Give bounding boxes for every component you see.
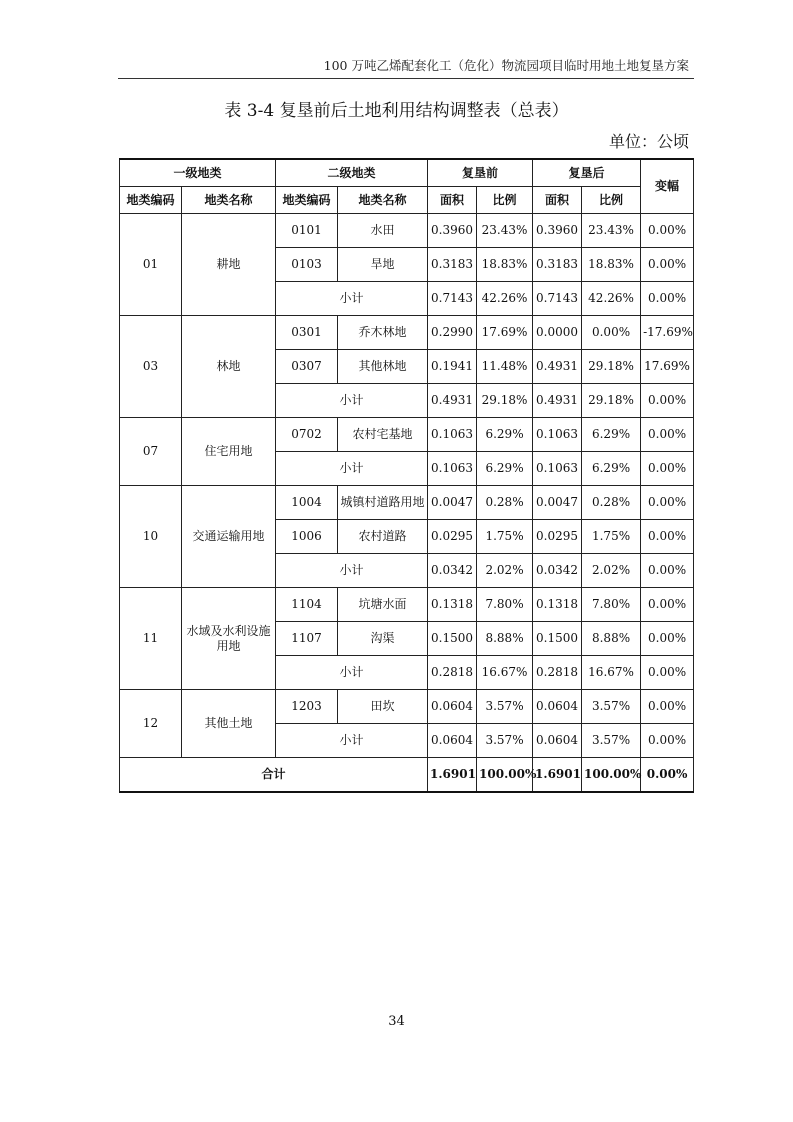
sub-name: 乔木林地 bbox=[338, 316, 428, 350]
area-before: 0.2990 bbox=[428, 316, 477, 350]
table-row bbox=[120, 486, 694, 520]
change: 0.00% bbox=[641, 554, 694, 588]
change: 0.00% bbox=[641, 282, 694, 316]
col-header-name2: 地类名称 bbox=[338, 187, 428, 214]
ratio-before: 18.83% bbox=[477, 248, 533, 282]
change: -17.69% bbox=[641, 316, 694, 350]
group-code: 11 bbox=[120, 588, 182, 690]
group-name: 其他土地 bbox=[182, 690, 276, 758]
change: 0.00% bbox=[641, 588, 694, 622]
total-area-before: 1.6901 bbox=[428, 758, 477, 793]
area-after: 0.0342 bbox=[533, 554, 582, 588]
change: 0.00% bbox=[641, 520, 694, 554]
ratio-after: 3.57% bbox=[582, 724, 641, 758]
change: 17.69% bbox=[641, 350, 694, 384]
ratio-after: 0.00% bbox=[582, 316, 641, 350]
ratio-after: 6.29% bbox=[582, 452, 641, 486]
change: 0.00% bbox=[641, 486, 694, 520]
header-rule bbox=[118, 78, 694, 79]
area-after: 0.0047 bbox=[533, 486, 582, 520]
col-header-before: 复垦前 bbox=[428, 159, 533, 187]
sub-name: 坑塘水面 bbox=[338, 588, 428, 622]
area-before: 0.0604 bbox=[428, 724, 477, 758]
area-before: 0.0295 bbox=[428, 520, 477, 554]
change: 0.00% bbox=[641, 214, 694, 248]
ratio-after: 7.80% bbox=[582, 588, 641, 622]
area-after: 0.0295 bbox=[533, 520, 582, 554]
subtotal-label: 小计 bbox=[276, 282, 428, 316]
sub-code: 1004 bbox=[276, 486, 338, 520]
ratio-before: 11.48% bbox=[477, 350, 533, 384]
ratio-after: 0.28% bbox=[582, 486, 641, 520]
sub-name: 城镇村道路用地 bbox=[338, 486, 428, 520]
ratio-after: 2.02% bbox=[582, 554, 641, 588]
subtotal-label: 小计 bbox=[276, 452, 428, 486]
sub-name: 田坎 bbox=[338, 690, 428, 724]
sub-code: 0103 bbox=[276, 248, 338, 282]
area-before: 0.2818 bbox=[428, 656, 477, 690]
area-before: 0.1941 bbox=[428, 350, 477, 384]
area-before: 0.1063 bbox=[428, 452, 477, 486]
sub-code: 1006 bbox=[276, 520, 338, 554]
col-header-code1: 地类编码 bbox=[120, 187, 182, 214]
col-header-name1: 地类名称 bbox=[182, 187, 276, 214]
total-ratio-after: 100.00% bbox=[582, 758, 641, 793]
area-before: 0.3183 bbox=[428, 248, 477, 282]
sub-name: 农村宅基地 bbox=[338, 418, 428, 452]
ratio-before: 42.26% bbox=[477, 282, 533, 316]
unit-label: 单位：公顷 bbox=[608, 132, 689, 151]
table-title: 表 3-4 复垦前后土地利用结构调整表（总表） bbox=[224, 101, 569, 121]
ratio-before: 23.43% bbox=[477, 214, 533, 248]
subtotal-label: 小计 bbox=[276, 656, 428, 690]
group-name: 交通运输用地 bbox=[182, 486, 276, 588]
running-header: 100 万吨乙烯配套化工（危化）物流园项目临时用地土地复垦方案 bbox=[323, 58, 689, 73]
ratio-before: 3.57% bbox=[477, 724, 533, 758]
ratio-before: 2.02% bbox=[477, 554, 533, 588]
area-after: 0.1063 bbox=[533, 452, 582, 486]
area-after: 0.4931 bbox=[533, 384, 582, 418]
col-header-ratio-after: 比例 bbox=[582, 187, 641, 214]
col-header-code2: 地类编码 bbox=[276, 187, 338, 214]
sub-code: 0101 bbox=[276, 214, 338, 248]
table-row bbox=[120, 588, 694, 622]
change: 0.00% bbox=[641, 622, 694, 656]
group-code: 10 bbox=[120, 486, 182, 588]
ratio-after: 6.29% bbox=[582, 418, 641, 452]
sub-name: 其他林地 bbox=[338, 350, 428, 384]
sub-code: 0702 bbox=[276, 418, 338, 452]
change: 0.00% bbox=[641, 724, 694, 758]
group-name: 水域及水利设施用地 bbox=[182, 588, 276, 690]
total-area-after: 1.6901 bbox=[533, 758, 582, 793]
area-before: 0.1063 bbox=[428, 418, 477, 452]
sub-code: 1104 bbox=[276, 588, 338, 622]
ratio-after: 29.18% bbox=[582, 384, 641, 418]
area-before: 0.0342 bbox=[428, 554, 477, 588]
ratio-after: 1.75% bbox=[582, 520, 641, 554]
total-change: 0.00% bbox=[641, 758, 694, 793]
sub-name: 农村道路 bbox=[338, 520, 428, 554]
subtotal-label: 小计 bbox=[276, 554, 428, 588]
change: 0.00% bbox=[641, 248, 694, 282]
ratio-after: 42.26% bbox=[582, 282, 641, 316]
sub-name: 水田 bbox=[338, 214, 428, 248]
area-after: 0.0604 bbox=[533, 724, 582, 758]
area-before: 0.3960 bbox=[428, 214, 477, 248]
col-header-area-before: 面积 bbox=[428, 187, 477, 214]
area-after: 0.0604 bbox=[533, 690, 582, 724]
change: 0.00% bbox=[641, 656, 694, 690]
area-before: 0.1318 bbox=[428, 588, 477, 622]
area-after: 0.0000 bbox=[533, 316, 582, 350]
sub-code: 1203 bbox=[276, 690, 338, 724]
area-after: 0.1318 bbox=[533, 588, 582, 622]
table-row bbox=[120, 418, 694, 452]
area-after: 0.2818 bbox=[533, 656, 582, 690]
ratio-after: 18.83% bbox=[582, 248, 641, 282]
change: 0.00% bbox=[641, 418, 694, 452]
sub-name: 沟渠 bbox=[338, 622, 428, 656]
land-use-table bbox=[119, 158, 694, 793]
ratio-before: 6.29% bbox=[477, 418, 533, 452]
area-after: 0.3183 bbox=[533, 248, 582, 282]
total-ratio-before: 100.00% bbox=[477, 758, 533, 793]
sub-code: 0301 bbox=[276, 316, 338, 350]
area-after: 0.4931 bbox=[533, 350, 582, 384]
col-header-ratio-before: 比例 bbox=[477, 187, 533, 214]
ratio-before: 8.88% bbox=[477, 622, 533, 656]
subtotal-label: 小计 bbox=[276, 724, 428, 758]
ratio-after: 16.67% bbox=[582, 656, 641, 690]
ratio-after: 23.43% bbox=[582, 214, 641, 248]
group-code: 01 bbox=[120, 214, 182, 316]
ratio-after: 8.88% bbox=[582, 622, 641, 656]
area-after: 0.7143 bbox=[533, 282, 582, 316]
col-header-level2: 二级地类 bbox=[276, 159, 428, 187]
sub-name: 旱地 bbox=[338, 248, 428, 282]
sub-code: 1107 bbox=[276, 622, 338, 656]
ratio-before: 0.28% bbox=[477, 486, 533, 520]
area-before: 0.0604 bbox=[428, 690, 477, 724]
ratio-before: 1.75% bbox=[477, 520, 533, 554]
change: 0.00% bbox=[641, 690, 694, 724]
table-row bbox=[120, 690, 694, 724]
area-before: 0.4931 bbox=[428, 384, 477, 418]
group-name: 住宅用地 bbox=[182, 418, 276, 486]
area-before: 0.7143 bbox=[428, 282, 477, 316]
area-before: 0.0047 bbox=[428, 486, 477, 520]
ratio-before: 3.57% bbox=[477, 690, 533, 724]
group-code: 07 bbox=[120, 418, 182, 486]
group-name: 耕地 bbox=[182, 214, 276, 316]
change: 0.00% bbox=[641, 452, 694, 486]
ratio-after: 29.18% bbox=[582, 350, 641, 384]
total-label: 合计 bbox=[120, 758, 428, 793]
area-after: 0.3960 bbox=[533, 214, 582, 248]
ratio-before: 17.69% bbox=[477, 316, 533, 350]
page-number: 34 bbox=[388, 1014, 405, 1029]
col-header-after: 复垦后 bbox=[533, 159, 641, 187]
group-name: 林地 bbox=[182, 316, 276, 418]
area-before: 0.1500 bbox=[428, 622, 477, 656]
col-header-area-after: 面积 bbox=[533, 187, 582, 214]
ratio-before: 29.18% bbox=[477, 384, 533, 418]
ratio-before: 16.67% bbox=[477, 656, 533, 690]
col-header-level1: 一级地类 bbox=[120, 159, 276, 187]
area-after: 0.1063 bbox=[533, 418, 582, 452]
total-row bbox=[120, 758, 694, 793]
group-code: 12 bbox=[120, 690, 182, 758]
ratio-after: 3.57% bbox=[582, 690, 641, 724]
sub-code: 0307 bbox=[276, 350, 338, 384]
subtotal-label: 小计 bbox=[276, 384, 428, 418]
change: 0.00% bbox=[641, 384, 694, 418]
ratio-before: 6.29% bbox=[477, 452, 533, 486]
ratio-before: 7.80% bbox=[477, 588, 533, 622]
table-row bbox=[120, 214, 694, 248]
group-code: 03 bbox=[120, 316, 182, 418]
col-header-change: 变幅 bbox=[641, 159, 694, 214]
area-after: 0.1500 bbox=[533, 622, 582, 656]
table-row bbox=[120, 316, 694, 350]
